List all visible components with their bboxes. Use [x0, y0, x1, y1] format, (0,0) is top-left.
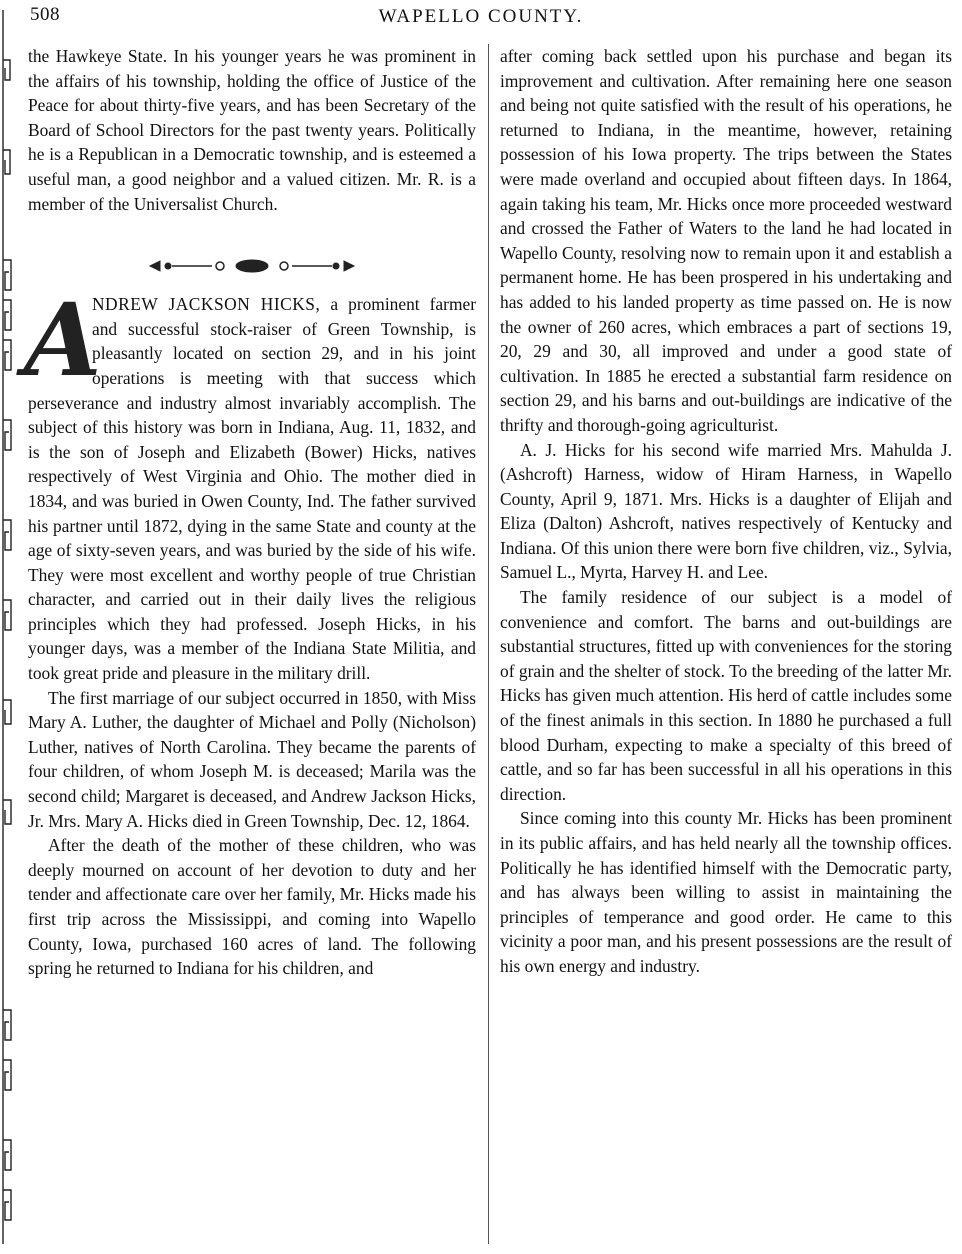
- left-column: [24, 44, 476, 981]
- right-column: [500, 44, 952, 979]
- biography-subject-name: NDREW JACKSON HICKS,: [92, 294, 321, 315]
- decorative-dropcap: A: [24, 281, 102, 400]
- continued-paragraph: the Hawkeye State. In his younger years he was prominent in the affairs of his township, holding the office of Justice of the Peace for about thirty-five years, and has been Secretary of the Board of School Directors for the past twenty years. Politically he is a Republican in a Democratic township, and is esteemed a useful man, a good neighbor and a valued citizen. Mr. R. is a member of the Universalist Church.: [28, 46, 476, 214]
- public-affairs-paragraph: Since coming into this county Mr. Hicks has been prominent in its public affairs, and has held nearly all the township offices. Politically he has identified himself with the Democratic party, and has always been willing to assist in maintaining the principles of temperance and good order. He came to this vicinity a poor man, and his present possessions are the result of his own energy and industry.: [500, 808, 952, 976]
- decorative-rule-ornament-icon: [142, 254, 362, 278]
- binding-border-ornament: [0, 0, 14, 1254]
- continued-paragraph-right: after coming back settled upon his purchase and began its improvement and cultivation. After remaining here one season and being not quite satisfied with the result of his operations, he returned to Indiana, in the meantime, however, retaining possession of his Iowa property. The trips between the States were made overland and occupied about fifteen days. In 1864, again taking his team, Mr. Hicks once more proceeded westward and crossed the Father of Waters to the land he had located in Wapello County, resolving now to remain upon it and establish a permanent home. He has been prospered in his undertaking and has added to his landed property as time passed on. He is now the owner of 260 acres, which embraces a part of sections 19, 20, 29 and 30, all improved and under a good state of cultivation. In 1885 he erected a substantial farm residence on section 29, and his barns and out-buildings are indicative of the thrifty and thorough-going agriculturist.: [500, 46, 952, 435]
- marriage-paragraph: The first marriage of our subject occurred in 1850, with Miss Mary A. Luther, the daughter of Michael and Polly (Nicholson) Luther, natives of North Carolina. They became the parents of four children, of whom Joseph M. is deceased; Marila was the second child; Margaret is deceased, and Andrew Jackson Hicks, Jr. Mrs. Mary A. Hicks died in Green Township, Dec. 12, 1864.: [28, 687, 476, 831]
- biography-intro-text: a prominent farmer and successful stock-raiser of Green Township, is pleasantly located on section 29, and in his joint operations is meeting with that success which perseverance and industry almost invariably accomplish. The subject of this history was born in Indiana, Aug. 11, 1832, and is the son of Joseph and Elizabeth (Bower) Hicks, natives respectively of West Virginia and Ohio. The mother died in 1834, and was buried in Owen County, Ind. The father survived his partner until 1872, dying in the same State and county at the age of sixty-seven years, and was buried by the side of his wife. They were most excellent and worthy people of true Christian character, and carried out in their daily lives the religious principles which they had professed. Joseph Hicks, in his younger days, was a member of the Indiana State Militia, and took great pride and pleasure in the military drill.: [28, 294, 476, 684]
- residence-paragraph: The family residence of our subject is a model of convenience and comfort. The barns and out-buildings are substantial structures, fitted up with conveniences for the storing of grain and the shelter of stock. To the breeding of the latter Mr. Hicks has given much attention. His herd of cattle includes some of the finest animals in this section. In 1880 he purchased a full blood Durham, expecting to make a specialty of this breed of cattle, and so far has been successful in all his operations in this direction.: [500, 587, 952, 804]
- page-number: 508: [30, 4, 60, 25]
- biography-opening: [24, 281, 476, 686]
- running-title: WAPELLO COUNTY.: [378, 6, 584, 27]
- column-divider: [488, 44, 489, 1244]
- after-death-paragraph: After the death of the mother of these children, who was deeply mourned on account of her devotion to duty and her tender and affectionate care over her family, Mr. Hicks made his first trip across the Mississippi, and coming into Wapello County, Iowa, purchased 160 acres of land. The following spring he returned to Indiana for his children, and: [28, 835, 476, 979]
- second-wife-paragraph: A. J. Hicks for his second wife married Mrs. Mahulda J. (Ashcroft) Harness, widow of Hiram Harness, in Wapello County, April 9, 1871. Mrs. Hicks is a daughter of Elijah and Eliza (Dalton) Ashcroft, natives respectively of Kentucky and Indiana. Of this union there were born five children, viz., Sylvia, Samuel L., Myrta, Harvey H. and Lee.: [500, 439, 952, 583]
- ornament-divider: [28, 254, 476, 280]
